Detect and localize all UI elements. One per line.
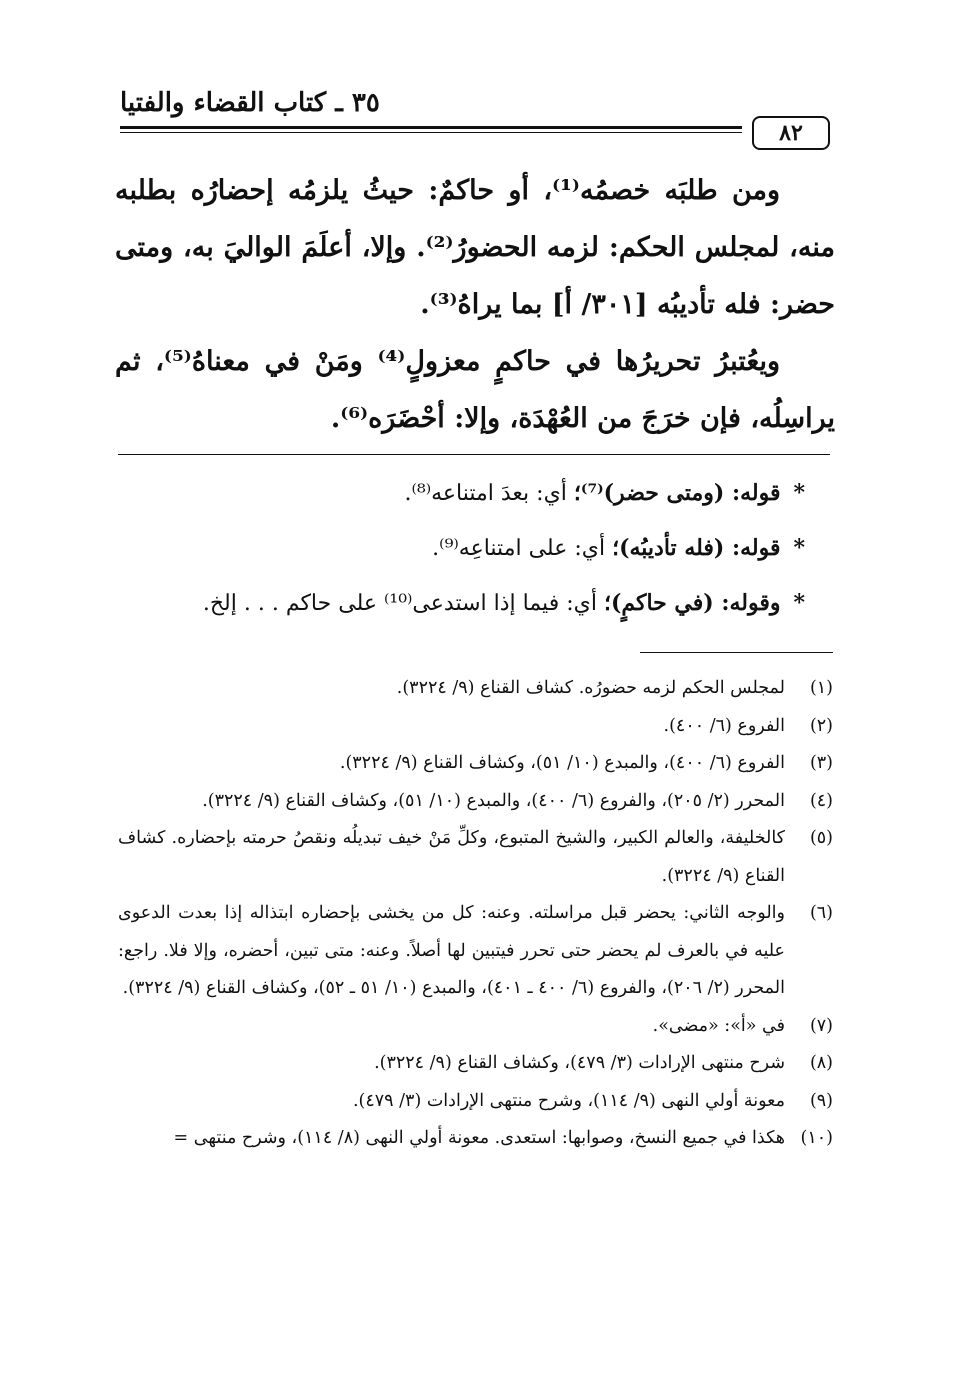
commentary-lead: قوله: (فله تأديبُه)؛ xyxy=(612,535,781,561)
header-rule-thick xyxy=(120,126,742,129)
footnote-text: كالخليفة، والعالم الكبير، والشيخ المتبوع، وكلِّ مَنْ خيف تبديلُه ونقصُ حرمته بإحضاره. كشاف القناع (٩/ ٣٢٢٤). xyxy=(118,828,785,886)
footnote xyxy=(118,1008,833,1046)
footnote xyxy=(118,895,833,1008)
footnote-text: في «أ»: «مضى». xyxy=(652,1015,785,1036)
footnote xyxy=(118,708,833,746)
footnotes xyxy=(118,670,833,1158)
page-header xyxy=(120,78,830,148)
footnote-text: هكذا في جميع النسخ، وصوابها: استعدى. معونة أولي النهى (٨/ ١١٤)، وشرح منتهى = xyxy=(173,1128,785,1148)
footnote-number: (٤) xyxy=(809,790,833,811)
footnote-text: معونة أولي النهى (٩/ ١١٤)، وشرح منتهى الإرادات (٣/ ٤٧٩). xyxy=(352,1090,785,1111)
footnote-text: والوجه الثاني: يحضر قبل مراسلته. وعنه: كل من يخشى بإحضاره ابتذاله إذا بعدت الدعوى عليه في بالعرف لم يحضر حتى تحرر فيتبين لها أصلاً. وعنه: متى تبين، أحضره، وإلا فلا. راجع: المحرر (٢/ ٢٠٦)، والفروع (٦/ ٤٠٠ ـ ٤٠١)، والمبدع (١٠/ ٥١ ـ ٥٢)، وكشاف القناع (٩/ ٣٢٢٤). xyxy=(118,903,785,998)
commentary-text: أي: على امتناعِه⁽⁹⁾. xyxy=(432,536,606,561)
commentary-text: أي: فيما إذا استدعى⁽¹⁰⁾ على حاكم . . . إلخ. xyxy=(202,591,597,616)
commentary-lead: وقوله: (في حاكمٍ)؛ xyxy=(603,590,781,616)
asterisk-icon: * xyxy=(793,480,805,506)
main-separator-rule xyxy=(118,454,830,455)
commentary-lead: قوله: (ومتى حضر)⁽⁷⁾؛ xyxy=(573,480,781,506)
asterisk-icon: * xyxy=(793,535,805,561)
footnote-number: (٢) xyxy=(809,715,833,736)
commentary-item xyxy=(115,521,805,576)
footnote-number: (٩) xyxy=(809,1090,833,1111)
footnote-number: (٨) xyxy=(809,1053,833,1073)
footnote-separator-rule xyxy=(640,652,833,653)
footnote-number: (١) xyxy=(809,678,833,698)
footnote-number: (٥) xyxy=(809,828,833,848)
footnote-number: (٣) xyxy=(809,753,833,773)
footnote-text: شرح منتهى الإرادات (٣/ ٤٧٩)، وكشاف القناع (٩/ ٣٢٢٤). xyxy=(374,1053,785,1073)
commentary-item xyxy=(115,466,805,521)
page-number: ٨٢ xyxy=(752,116,830,150)
main-paragraph: ومن طلبَه خصمُه⁽¹⁾، أو حاكمٌ: حيثُ يلزمُه إحضارُه بطلبه منه، لمجلس الحكم: لزمه الحضورُ⁽²⁾. وإلا، أعلَمَ الواليَ به، ومتى حضر: فله تأديبُه [٣٠١/ أ] بما يراهُ⁽³⁾. xyxy=(115,175,835,320)
footnote xyxy=(118,745,833,783)
commentary-block xyxy=(115,466,805,631)
main-paragraph: ويعُتبرُ تحريرُها في حاكمٍ معزولٍ⁽⁴⁾ ومَنْ في معناهُ⁽⁵⁾، ثم يراسِلُه، فإن خرَجَ من العُهْدَة، وإلا: أحْضَرَه⁽⁶⁾. xyxy=(115,346,835,434)
footnote-text: المحرر (٢/ ٢٠٥)، والفروع (٦/ ٤٠٠)، والمبدع (١٠/ ٥١)، وكشاف القناع (٩/ ٣٢٢٤). xyxy=(202,790,785,811)
footnote xyxy=(118,783,833,821)
asterisk-icon: * xyxy=(793,590,805,616)
commentary-item xyxy=(115,576,805,631)
footnote xyxy=(118,1045,833,1083)
footnote-number: (١٠) xyxy=(800,1128,833,1148)
footnote xyxy=(118,670,833,708)
footnote xyxy=(118,1083,833,1121)
footnote-text: الفروع (٦/ ٤٠٠)، والمبدع (١٠/ ٥١)، وكشاف القناع (٩/ ٣٢٢٤). xyxy=(339,753,785,773)
commentary-text: أي: بعدَ امتناعه⁽⁸⁾. xyxy=(404,481,567,506)
header-rule-thin xyxy=(120,132,742,133)
footnote-text: لمجلس الحكم لزمه حضورُه. كشاف القناع (٩/ ٣٢٢٤). xyxy=(396,678,785,698)
footnote-text: الفروع (٦/ ٤٠٠). xyxy=(663,715,785,736)
footnote-number: (٦) xyxy=(809,903,833,923)
main-text xyxy=(115,162,835,447)
footnote-number: (٧) xyxy=(809,1015,833,1036)
footnote xyxy=(118,820,833,895)
chapter-title: ٣٥ ـ كتاب القضاء والفتيا xyxy=(120,88,380,118)
footnote xyxy=(118,1120,833,1158)
